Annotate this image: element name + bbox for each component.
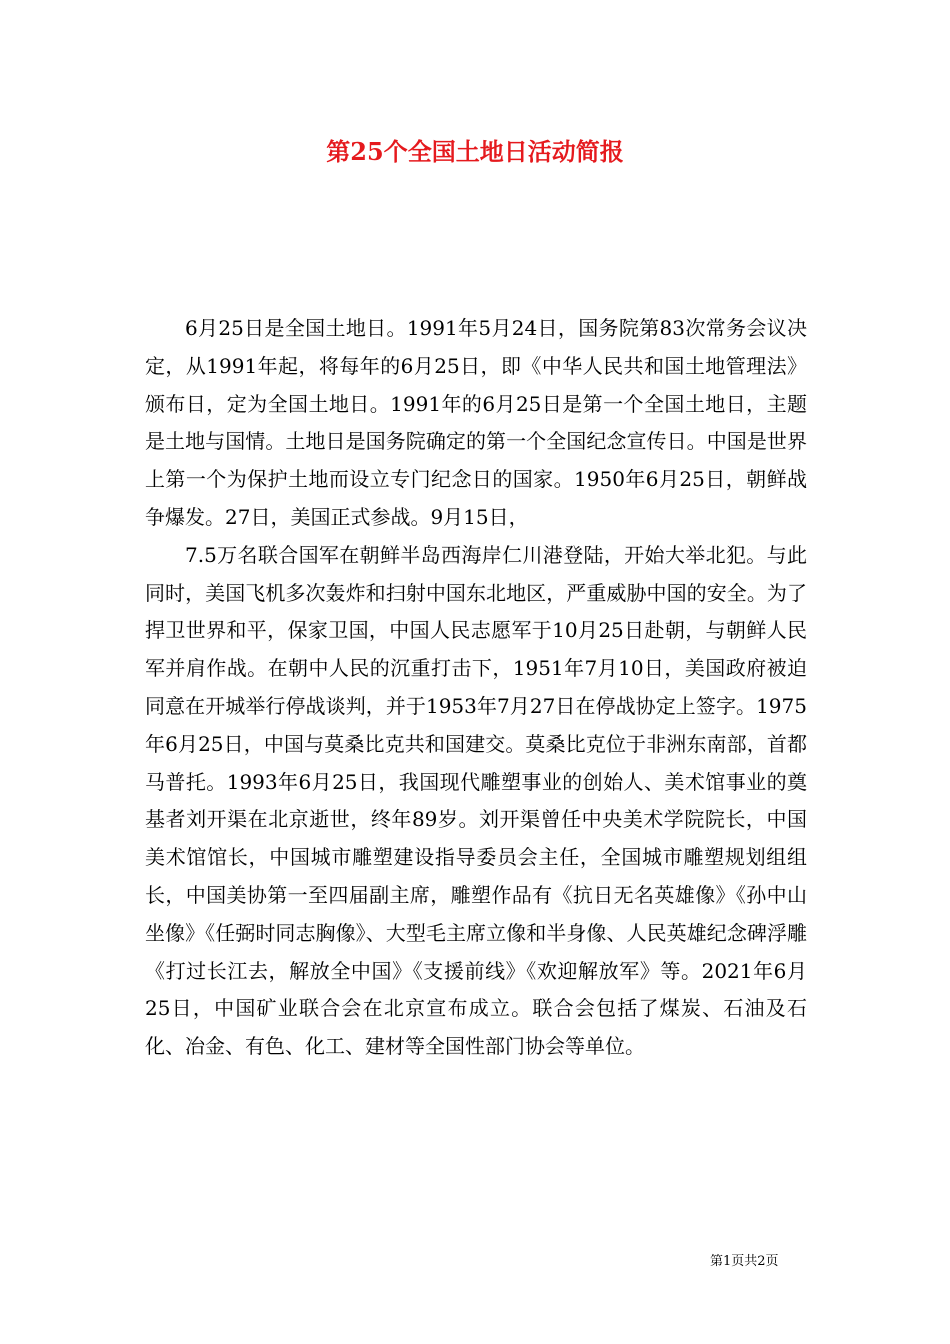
page-title: 第25个全国土地日活动简报 — [326, 137, 624, 166]
page-number: 第1页共2页 — [710, 1254, 779, 1269]
paragraph-2: 7.5万名联合国军在朝鲜半岛西海岸仁川港登陆，开始大举北犯。与此同时，美国飞机多次轰炸和扫射中国东北地区，严重威胁中国的安全。为了捍卫世界和平，保家卫国，中国人民志愿军于10月25日赴朝，与朝鲜人民军并肩作战。在朝中人民的沉重打击下，1951年7月10日，美国政府被迫同意在开城举行停战谈判，并于1953年7月27日在停战协定上签字。1975年6月25日，中国与莫桑比克共和国建交。莫桑比克位于非洲东南部，首都马普托。1993年6月25日，我国现代雕塑事业的创始人、美术馆事业的奠基者刘开渠在北京逝世，终年89岁。刘开渠曾任中央美术学院院长，中国美术馆馆长，中国城市雕塑建设指导委员会主任，全国城市雕塑规划组组长，中国美协第一至四届副主席，雕塑作品有《抗日无名英雄像》《孙中山坐像》《任弼时同志胸像》、大型毛主席立像和半身像、人民英雄纪念碑浮雕《打过长江去，解放全中国》《支援前线》《欢迎解放军》等。2021年6月25日，中国矿业联合会在北京宣布成立。联合会包括了煤炭、石油及石化、冶金、有色、化工、建材等全国性部门协会等单位。 — [145, 542, 807, 1059]
paragraph-1: 6月25日是全国土地日。1991年5月24日，国务院第83次常务会议决定，从1991年起，将每年的6月25日，即《中华人民共和国土地管理法》颁布日，定为全国土地日。1991年的6月25日是第一个全国土地日，主题是土地与国情。土地日是国务院确定的第一个全国纪念宣传日。中国是世界上第一个为保护土地而设立专门纪念日的国家。1950年6月25日，朝鲜战争爆发。27日，美国正式参战。9月15日， — [145, 316, 807, 529]
document-body — [145, 310, 807, 1066]
